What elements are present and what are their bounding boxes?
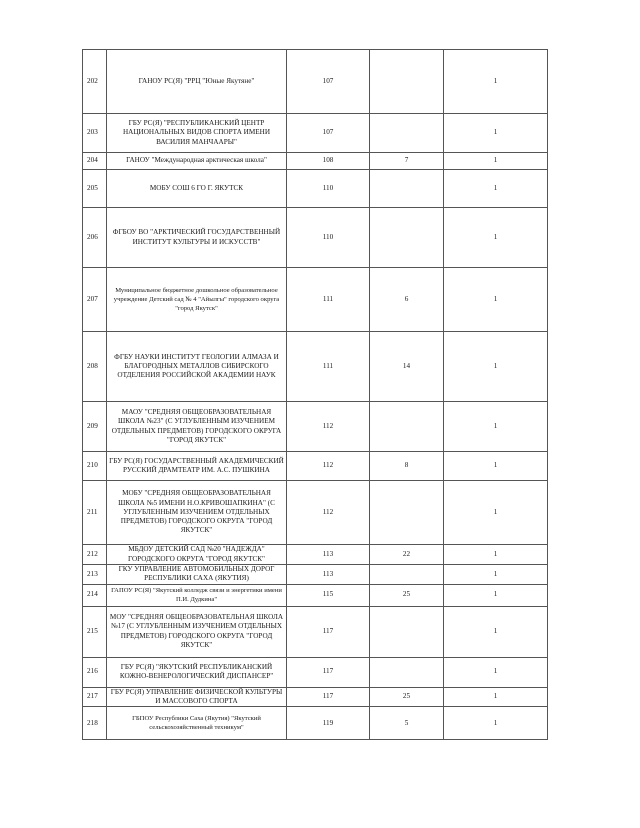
column-4-value <box>370 114 444 153</box>
table-row <box>83 114 548 153</box>
organization-name: ГАНОУ "Международная арктическая школа" <box>107 153 287 170</box>
organization-name: МОУ "СРЕДНЯЯ ОБЩЕОБРАЗОВАТЕЛЬНАЯ ШКОЛА №17 (С УГЛУБЛЕННЫМ ИЗУЧЕНИЕМ ОТДЕЛЬНЫХ ПРЕДМЕТОВ) ГОРОДСКОГО ОКРУГА "ГОРОД ЯКУТСК" <box>107 606 287 657</box>
row-number: 208 <box>83 332 107 402</box>
column-3-value: 108 <box>287 153 370 170</box>
column-4-value <box>370 481 444 545</box>
column-5-value: 1 <box>444 657 548 687</box>
column-3-value: 107 <box>287 114 370 153</box>
column-3-value: 111 <box>287 268 370 332</box>
column-3-value: 115 <box>287 584 370 606</box>
column-3-value: 119 <box>287 707 370 740</box>
organization-name: ГАНОУ РС(Я) "РРЦ "Юные Якутяне" <box>107 50 287 114</box>
column-3-value: 117 <box>287 657 370 687</box>
row-number: 211 <box>83 481 107 545</box>
column-3-value: 112 <box>287 481 370 545</box>
column-4-value <box>370 606 444 657</box>
table-row <box>83 545 548 565</box>
column-5-value: 1 <box>444 452 548 481</box>
organization-name: ГБУ РС(Я) УПРАВЛЕНИЕ ФИЗИЧЕСКОЙ КУЛЬТУРЫ И МАССОВОГО СПОРТА <box>107 687 287 707</box>
table-row <box>83 332 548 402</box>
column-4-value <box>370 170 444 208</box>
organization-name: ФГБОУ ВО "АРКТИЧЕСКИЙ ГОСУДАРСТВЕННЫЙ ИНСТИТУТ КУЛЬТУРЫ И ИСКУССТВ" <box>107 208 287 268</box>
row-number: 209 <box>83 402 107 452</box>
table-row <box>83 606 548 657</box>
column-5-value: 1 <box>444 170 548 208</box>
column-3-value: 117 <box>287 606 370 657</box>
column-3-value: 117 <box>287 687 370 707</box>
row-number: 215 <box>83 606 107 657</box>
row-number: 206 <box>83 208 107 268</box>
column-4-value <box>370 657 444 687</box>
column-3-value: 112 <box>287 402 370 452</box>
organization-name: ГБУ РС(Я) ГОСУДАРСТВЕННЫЙ АКАДЕМИЧЕСКИЙ РУССКИЙ ДРАМТЕАТР ИМ. А.С. ПУШКИНА <box>107 452 287 481</box>
row-number: 204 <box>83 153 107 170</box>
table-row <box>83 584 548 606</box>
column-4-value <box>370 565 444 585</box>
column-3-value: 110 <box>287 170 370 208</box>
column-5-value: 1 <box>444 332 548 402</box>
column-4-value: 7 <box>370 153 444 170</box>
table-row <box>83 481 548 545</box>
row-number: 207 <box>83 268 107 332</box>
table-row <box>83 208 548 268</box>
table-row <box>83 402 548 452</box>
column-4-value: 6 <box>370 268 444 332</box>
table-body <box>83 50 548 740</box>
column-5-value: 1 <box>444 268 548 332</box>
organization-name: ГБПОУ Республики Саха (Якутия) "Якутский сельскохозяйственный техникум" <box>107 707 287 740</box>
column-4-value: 14 <box>370 332 444 402</box>
column-4-value: 25 <box>370 584 444 606</box>
column-4-value: 22 <box>370 545 444 565</box>
column-5-value: 1 <box>444 402 548 452</box>
table-row <box>83 687 548 707</box>
column-5-value: 1 <box>444 114 548 153</box>
table-row <box>83 657 548 687</box>
row-number: 203 <box>83 114 107 153</box>
organization-name: ГКУ УПРАВЛЕНИЕ АВТОМОБИЛЬНЫХ ДОРОГ РЕСПУБЛИКИ САХА (ЯКУТИЯ) <box>107 565 287 585</box>
column-5-value: 1 <box>444 687 548 707</box>
table-row <box>83 268 548 332</box>
row-number: 205 <box>83 170 107 208</box>
row-number: 216 <box>83 657 107 687</box>
column-3-value: 110 <box>287 208 370 268</box>
organization-name: ФГБУ НАУКИ ИНСТИТУТ ГЕОЛОГИИ АЛМАЗА И БЛАГОРОДНЫХ МЕТАЛЛОВ СИБИРСКОГО ОТДЕЛЕНИЯ РОССИЙСКОЙ АКАДЕМИИ НАУК <box>107 332 287 402</box>
column-4-value: 8 <box>370 452 444 481</box>
organization-name: ГБУ РС(Я) "РЕСПУБЛИКАНСКИЙ ЦЕНТР НАЦИОНАЛЬНЫХ ВИДОВ СПОРТА ИМЕНИ ВАСИЛИЯ МАНЧААРЫ" <box>107 114 287 153</box>
row-number: 212 <box>83 545 107 565</box>
column-5-value: 1 <box>444 50 548 114</box>
organization-name: МОБУ СОШ 6 ГО Г. ЯКУТСК <box>107 170 287 208</box>
column-5-value: 1 <box>444 606 548 657</box>
column-3-value: 113 <box>287 545 370 565</box>
row-number: 210 <box>83 452 107 481</box>
column-3-value: 111 <box>287 332 370 402</box>
organization-name: МБДОУ ДЕТСКИЙ САД №20 "НАДЕЖДА" ГОРОДСКОГО ОКРУГА "ГОРОД ЯКУТСК" <box>107 545 287 565</box>
column-3-value: 112 <box>287 452 370 481</box>
column-4-value <box>370 402 444 452</box>
organization-name: МОБУ "СРЕДНЯЯ ОБЩЕОБРАЗОВАТЕЛЬНАЯ ШКОЛА №5 ИМЕНИ Н.О.КРИВОШАПКИНА" (С УГЛУБЛЕННЫМ ИЗУЧЕНИЕМ ОТДЕЛЬНЫХ ПРЕДМЕТОВ) ГОРОДСКОГО ОКРУГА "ГОРОД ЯКУТСК" <box>107 481 287 545</box>
column-5-value: 1 <box>444 208 548 268</box>
organization-name: ГБУ РС(Я) "ЯКУТСКИЙ РЕСПУБЛИКАНСКИЙ КОЖНО-ВЕНЕРОЛОГИЧЕСКИЙ ДИСПАНСЕР" <box>107 657 287 687</box>
column-3-value: 113 <box>287 565 370 585</box>
column-5-value: 1 <box>444 707 548 740</box>
column-4-value <box>370 50 444 114</box>
table-row <box>83 707 548 740</box>
table-row <box>83 170 548 208</box>
table-row <box>83 50 548 114</box>
row-number: 214 <box>83 584 107 606</box>
organization-name: МАОУ "СРЕДНЯЯ ОБЩЕОБРАЗОВАТЕЛЬНАЯ ШКОЛА №23" (С УГЛУБЛЕННЫМ ИЗУЧЕНИЕМ ОТДЕЛЬНЫХ ПРЕДМЕТОВ) ГОРОДСКОГО ОКРУГА "ГОРОД ЯКУТСК" <box>107 402 287 452</box>
column-3-value: 107 <box>287 50 370 114</box>
column-5-value: 1 <box>444 545 548 565</box>
table-row <box>83 153 548 170</box>
row-number: 202 <box>83 50 107 114</box>
row-number: 218 <box>83 707 107 740</box>
data-table <box>82 49 548 740</box>
table-row <box>83 452 548 481</box>
column-5-value: 1 <box>444 481 548 545</box>
column-5-value: 1 <box>444 153 548 170</box>
organization-name: Муниципальное бюджетное дошкольное образовательное учреждение Детский сад № 4 "Айылгы" городского округа "город Якутск" <box>107 268 287 332</box>
column-4-value: 5 <box>370 707 444 740</box>
column-4-value <box>370 208 444 268</box>
column-5-value: 1 <box>444 584 548 606</box>
organization-name: ГАПОУ РС(Я) "Якутский колледж связи и энергетики имени П.И. Дудкина" <box>107 584 287 606</box>
row-number: 213 <box>83 565 107 585</box>
row-number: 217 <box>83 687 107 707</box>
table-row <box>83 565 548 585</box>
column-5-value: 1 <box>444 565 548 585</box>
column-4-value: 25 <box>370 687 444 707</box>
